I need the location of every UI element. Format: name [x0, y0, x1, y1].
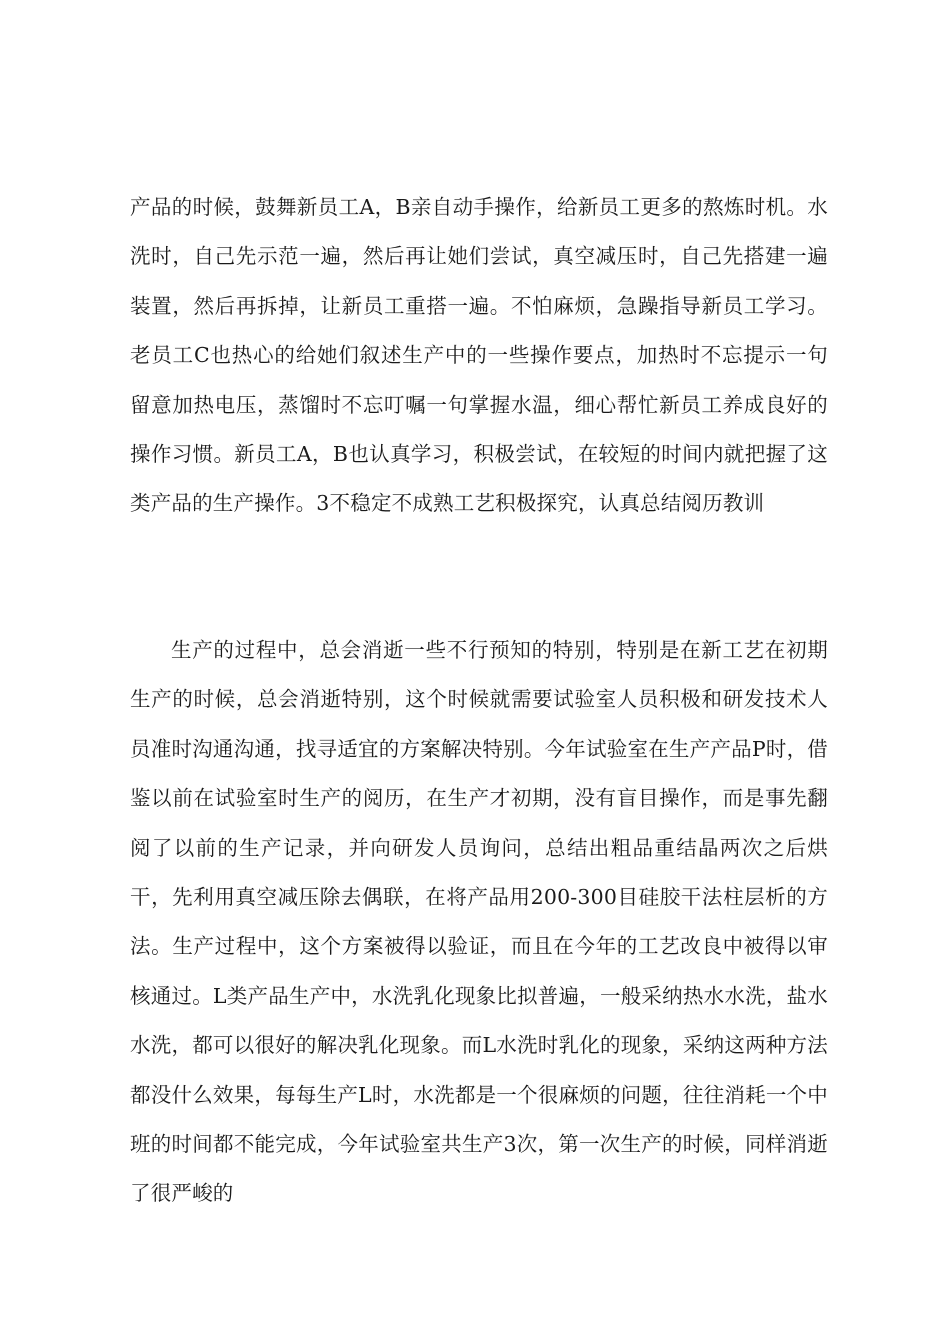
paragraph-1	[130, 183, 828, 529]
paragraph-2-text: 生产的过程中，总会消逝一些不行预知的特别，特别是在新工艺在初期生产的时候，总会消逝特别，这个时候就需要试验室人员积极和研发技术人员准时沟通沟通，找寻适宜的方案解决特别。今年试验室在生产产品P时，借鉴以前在试验室时生产的阅历，在生产才初期，没有盲目操作，而是事先翻阅了以前的生产记录，并向研发人员询问，总结出粗品重结晶两次之后烘干，先利用真空减压除去偶联，在将产品用200-300目硅胶干法柱层析的方法。生产过程中，这个方案被得以验证，而且在今年的工艺改良中被得以审核通过。L类产品生产中，水洗乳化现象比拟普遍，一般采纳热水水洗，盐水水洗，都可以很好的解决乳化现象。而L水洗时乳化的现象，采纳这两种方法都没什么效果，每每生产L时，水洗都是一个很麻烦的问题，往往消耗一个中班的时间都不能完成，今年试验室共生产3次，第一次生产的时候，同样消逝了很严峻的	[130, 638, 828, 1206]
paragraph-1-text: 产品的时候，鼓舞新员工A，B亲自动手操作，给新员工更多的熬炼时机。水洗时，自己先示范一遍，然后再让她们尝试，真空减压时，自己先搭建一遍装置，然后再拆掉，让新员工重搭一遍。不怕麻烦，急躁指导新员工学习。老员工C也热心的给她们叙述生产中的一些操作要点，加热时不忘提示一句留意加热电压，蒸馏时不忘叮嘱一句掌握水温，细心帮忙新员工养成良好的操作习惯。新员工A，B也认真学习，积极尝试，在较短的时间内就把握了这类产品的生产操作。3不稳定不成熟工艺积极探究，认真总结阅历教训	[130, 195, 828, 516]
paragraph-2	[130, 626, 828, 1219]
